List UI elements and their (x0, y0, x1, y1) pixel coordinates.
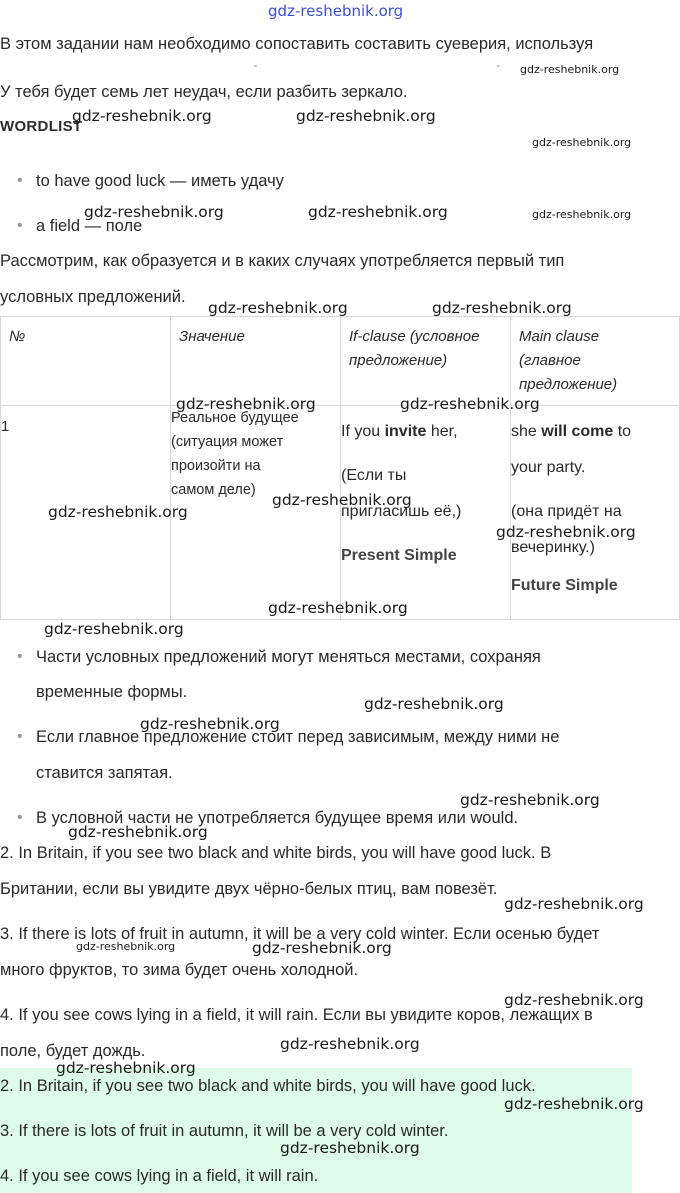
watermark: gdz-reshebnik.org (56, 1059, 196, 1077)
watermark-top[interactable]: gdz-reshebnik.org (268, 2, 404, 20)
final-answer: 4. If you see cows lying in a field, it will rain. (0, 1167, 319, 1185)
watermark: gdz-reshebnik.org (280, 1139, 420, 1157)
intro-text: В этом задании нам необходимо сопоставить составить суеверия, используя (0, 35, 594, 53)
watermark: gdz-reshebnik.org (140, 715, 280, 733)
conditionals-table (0, 316, 680, 620)
rule-item-cont: временные формы. (36, 683, 188, 701)
wordlist-item: to have good luck — иметь удачу (36, 172, 284, 190)
answer-line: 4. If you see cows lying in a field, it will rain. Если вы увидите коров, лежащих в (0, 1006, 593, 1024)
rule-item: Если главное предложение стоит перед зависимым, между ними не (36, 728, 560, 746)
watermark: gdz-reshebnik.org (68, 823, 208, 841)
watermark: gdz-reshebnik.org (400, 395, 540, 413)
watermark: gdz-reshebnik.org (208, 299, 348, 317)
rule-item-cont: ставится запятая. (36, 764, 173, 782)
bullet-icon: • (17, 217, 23, 234)
watermark: gdz-reshebnik.org (272, 491, 412, 509)
answer-translation: Британии, если вы увидите двух чёрно-белых птиц, вам повезёт. (0, 880, 498, 898)
watermark: gdz-reshebnik.org (532, 136, 632, 149)
final-answer: 2. In Britain, if you see two black and white birds, you will have good luck. (0, 1077, 536, 1095)
watermark: gdz-reshebnik.org (504, 1095, 644, 1113)
watermark: gdz-reshebnik.org (532, 208, 632, 221)
header-num: № (1, 317, 171, 406)
row-main-clause: she will come to your party. (она придёт на вечеринку.) Future Simple (511, 406, 680, 620)
watermark: gdz-reshebnik.org (72, 107, 212, 125)
row-meaning: Реальное будущее (ситуация может произойти на самом деле) (171, 406, 341, 620)
watermark: gdz-reshebnik.org (252, 939, 392, 957)
header-main-clause: Main clause (главное предложение) (511, 317, 680, 406)
watermark: gdz-reshebnik.org (504, 991, 644, 1009)
rule-item: Части условных предложений могут меняться местами, сохраняя (36, 648, 541, 666)
rule-item: В условной части не употребляется будущее время или would. (36, 809, 519, 827)
watermark: gdz-reshebnik.org (280, 1035, 420, 1053)
answer-line: 3. If there is lots of fruit in autumn, it will be a very cold winter. Если осенью будет (0, 925, 600, 943)
watermark: gdz-reshebnik.org (432, 299, 572, 317)
watermark: gdz-reshebnik.org (44, 620, 184, 638)
bullet-icon: • (17, 809, 23, 826)
header-meaning: Значение (171, 317, 341, 406)
header-if-clause: If-clause (условное предложение) (341, 317, 511, 406)
watermark: gdz-reshebnik.org (268, 599, 408, 617)
watermark: gdz-reshebnik.org (496, 523, 636, 541)
example-sentence: У тебя будет семь лет неудач, если разбить зеркало. (0, 83, 408, 101)
row-if-clause: If you invite her, (Если ты пригласишь её,) Present Simple (341, 406, 511, 620)
bullet-icon: • (17, 648, 23, 665)
dot-mark: ˘ (254, 64, 257, 74)
watermark: gdz-reshebnik.org (308, 203, 448, 221)
wordlist-title: WORDLIST (0, 118, 83, 135)
watermark: gdz-reshebnik.org (504, 895, 644, 913)
watermark: gdz-reshebnik.org (460, 791, 600, 809)
bullet-icon: • (17, 172, 23, 189)
watermark: gdz-reshebnik.org (76, 940, 176, 953)
final-answer: 3. If there is lots of fruit in autumn, it will be a very cold winter. (0, 1122, 449, 1140)
wordlist-item: a field — поле (36, 217, 143, 235)
dot-mark: ˘ (497, 64, 500, 74)
table-header-row (1, 317, 680, 406)
answer-line: 2. In Britain, if you see two black and white birds, you will have good luck. В (0, 844, 552, 862)
row-num: 1 (1, 406, 171, 620)
grammar-intro: условных предложений. (0, 288, 186, 306)
bullet-icon: • (17, 728, 23, 745)
answer-translation: много фруктов, то зима будет очень холодной. (0, 961, 359, 979)
grammar-intro: Рассмотрим, как образуется и в каких случаях употребляется первый тип (0, 252, 565, 270)
watermark: gdz-reshebnik.org (48, 503, 188, 521)
watermark: gdz-reshebnik.org (520, 63, 620, 76)
watermark: gdz-reshebnik.org (364, 695, 504, 713)
watermark: gdz-reshebnik.org (176, 395, 316, 413)
watermark: gdz-reshebnik.org (84, 203, 224, 221)
answer-translation: поле, будет дождь. (0, 1042, 146, 1060)
watermark: gdz-reshebnik.org (296, 107, 436, 125)
